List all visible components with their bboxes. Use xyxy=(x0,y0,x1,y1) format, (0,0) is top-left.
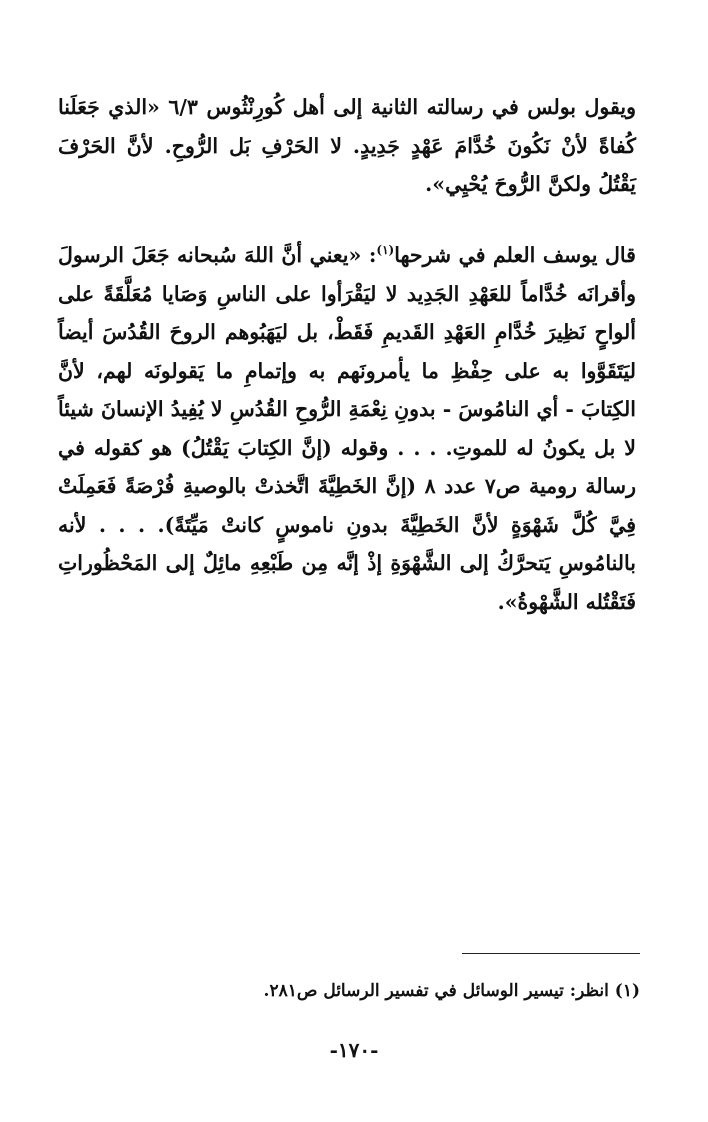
paragraph-1: ويقول بولس في رسالته الثانية إلى أهل كُورِنْثُوس ٦/٣ «الذي جَعَلَنا كُفاةً لأنْ نَكُونَ خُدَّامَ عَهْدٍ جَدِيدٍ. لا الحَرْفِ بَل الرُّوحِ. لأنَّ الحَرْفَ يَقْتُلُ ولكنَّ الرُّوحَ يُحْيِي». xyxy=(58,95,636,196)
footnote: (١) انظر: تيسير الوسائل في تفسير الرسائل ص٢٨١. xyxy=(263,981,640,1001)
footnote-separator xyxy=(462,953,640,954)
paragraph-2-body: : «يعني أنَّ اللهَ سُبحانه جَعَلَ الرسولَ وأقرانَه خُدَّاماً للعَهْدِ الجَدِيد لا ليَقْرَأوا على الناسِ وَصَايا مُعَلَّقَةً على ألواحٍ نَظِيرَ خُدَّامِ العَهْدِ القَديمِ فَقَطْ، بل ليَهَبُوهم الروحَ القُدُسَ أيضاً ليَتَقَوَّوا به على حِفْظِ ما يأمرونَهم به وإتمامِ ما يَقولونَه لهم، لأنَّ الكِتابَ - أي النامُوسَ - بدونِ نِعْمَةِ الرُّوحِ القُدُسِ لا يُفِيدُ الإنسانَ شيئاً لا بل يكونُ له للموتِ. . . . وقوله (إنَّ الكِتابَ يَقْتُلُ) هو كقوله في رسالة رومية ص٧ عدد ٨ (إنَّ الخَطِيَّةَ اتَّخذتْ بالوصيةِ فُرْصَةً فَعَمِلَتْ فِيَّ كُلَّ شَهْوَةٍ لأنَّ الخَطِيَّةَ بدونِ ناموسٍ كانتْ مَيِّتَةً). . . . لأنه بالنامُوسِ يَتحرَّكُ إلى الشَّهْوَةِ إذْ إنَّه مِن طَبْعِهِ مائِلٌ إلى المَحْظُوراتِ فَتَقْتُله الشَّهْوةُ». xyxy=(58,243,636,614)
paragraph-2-intro: قال يوسف العلم في xyxy=(451,243,636,267)
paragraph-2 xyxy=(58,236,636,621)
paragraph-2-intro-word: شرحها xyxy=(394,243,452,267)
footnote-reference: (١) xyxy=(376,243,395,258)
page-number: -١٧٠- xyxy=(329,1038,379,1062)
